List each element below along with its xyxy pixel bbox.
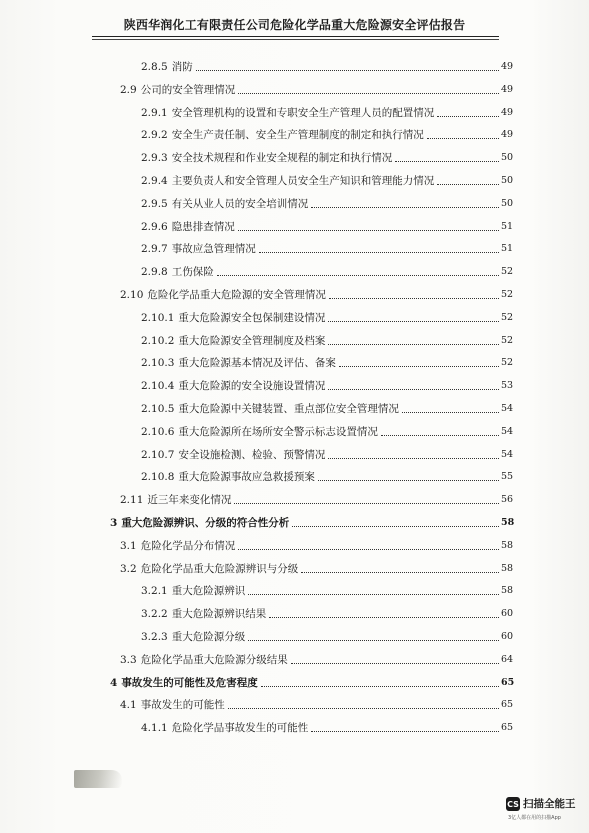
toc-page-number: 51: [501, 243, 514, 255]
toc-leader-dots: [234, 503, 499, 504]
toc-page-number: 58: [501, 517, 515, 528]
watermark-name: 扫描全能王: [523, 798, 576, 810]
toc-number: 4.1: [120, 699, 137, 712]
toc-leader-dots: [381, 435, 499, 436]
toc-title: 安全技术规程和作业安全规程的制定和执行情况: [171, 152, 393, 165]
toc-leader-dots: [318, 480, 499, 481]
toc-page-number: 58: [501, 562, 514, 574]
toc-page-number: 49: [501, 83, 514, 95]
toc-row: [120, 491, 514, 507]
toc-page-number: 52: [501, 334, 514, 346]
toc-title: 安全管理机构的设置和专职安全生产管理人员的配置情况: [171, 106, 435, 119]
toc-title: 安全设施检测、检验、预警情况: [178, 448, 326, 461]
toc-page-number: 65: [501, 676, 515, 688]
toc-page-number: 65: [501, 699, 514, 711]
toc-page-number: 65: [501, 722, 514, 734]
toc-number: 2.9: [120, 83, 137, 96]
toc-leader-dots: [311, 731, 499, 732]
toc-row: [120, 696, 514, 712]
toc-page-number: 53: [501, 380, 514, 392]
toc-title: 重大危险源所在场所安全警示标志设置情况: [178, 425, 378, 438]
toc-title: 重大危险源分级: [171, 631, 246, 643]
toc-leader-dots: [311, 207, 499, 208]
toc-row: [141, 172, 514, 188]
toc-row: [141, 126, 514, 142]
toc-number: 2.10.7: [141, 448, 175, 461]
toc-leader-dots: [339, 366, 499, 367]
toc-number: 3.3: [120, 653, 137, 666]
toc-row: [141, 377, 514, 393]
toc-page-number: 50: [501, 152, 514, 164]
toc-number: 2.9.8: [141, 266, 168, 279]
toc-page-number: 60: [501, 608, 514, 620]
toc-leader-dots: [196, 70, 499, 71]
page-header: 陕西华润化工有限责任公司危险化学品重大危险源安全评估报告: [123, 18, 466, 32]
toc-number: 3.2.3: [141, 631, 168, 643]
toc-row: [141, 309, 514, 325]
toc-title: 主要负责人和安全管理人员安全生产知识和管理能力情况: [171, 175, 435, 187]
toc-leader-dots: [328, 389, 499, 390]
toc-row: [120, 560, 514, 576]
toc-leader-dots: [238, 230, 499, 231]
toc-number: 2.8.5: [141, 61, 168, 73]
toc-leader-dots: [291, 663, 499, 664]
toc-row: [141, 446, 514, 462]
toc-row: [141, 468, 514, 484]
toc-page-number: 52: [501, 289, 514, 300]
toc-title: 安全生产责任制、安全生产管理制度的制定和执行情况: [171, 129, 424, 142]
toc-page-number: 54: [501, 448, 514, 460]
toc-page-number: 64: [501, 653, 514, 665]
toc-row: [120, 651, 514, 667]
toc-number: 4.1.1: [141, 722, 168, 735]
toc-leader-dots: [402, 412, 499, 413]
toc-number: 2.9.5: [141, 197, 168, 210]
toc-leader-dots: [328, 321, 499, 322]
toc-leader-dots: [427, 138, 499, 139]
toc-leader-dots: [228, 708, 499, 709]
toc-number: 2.10.8: [141, 471, 175, 484]
toc-page-number: 56: [501, 494, 514, 506]
toc-page-number: 58: [501, 585, 514, 597]
toc-page-number: 50: [501, 197, 514, 209]
toc-row: [110, 674, 515, 690]
scanner-watermark: [506, 796, 586, 824]
toc-page-number: 49: [501, 61, 514, 72]
toc-number: 2.10.4: [141, 380, 175, 393]
toc-page-number: 51: [501, 220, 514, 232]
watermark-tagline: 3亿人都在用的扫描App: [508, 815, 561, 821]
toc-leader-dots: [248, 594, 499, 595]
toc-leader-dots: [395, 161, 499, 162]
toc-page-number: 52: [501, 266, 514, 278]
toc-title: 事故发生的可能性及危害程度: [121, 676, 258, 689]
toc-number: 2.9.2: [141, 129, 168, 142]
toc-page-number: 54: [501, 403, 514, 414]
toc-number: 2.10.2: [141, 334, 175, 347]
toc-title: 危险化学品重大危险源的安全管理情况: [147, 289, 326, 301]
toc-title: 事故应急管理情况: [171, 243, 256, 256]
toc-number: 4: [110, 676, 118, 689]
toc-leader-dots: [437, 184, 499, 185]
toc-number: 2.9.4: [141, 175, 168, 187]
toc-title: 近三年来变化情况: [147, 494, 232, 507]
toc-row: [141, 582, 514, 598]
toc-title: 有关从业人员的安全培训情况: [171, 197, 309, 210]
toc-title: 事故发生的可能性: [140, 699, 225, 712]
toc-leader-dots: [238, 549, 499, 550]
toc-number: 3.2.2: [141, 608, 168, 621]
toc-leader-dots: [248, 640, 499, 641]
toc-title: 重大危险源安全管理制度及档案: [178, 334, 326, 347]
toc-title: 重大危险源辨识: [171, 585, 246, 598]
toc-leader-dots: [437, 116, 499, 117]
toc-page-number: 54: [501, 425, 514, 437]
toc-row: [141, 58, 514, 74]
toc-page-number: 50: [501, 175, 514, 186]
toc-page-number: 49: [501, 106, 514, 118]
toc-page-number: 58: [501, 539, 514, 551]
toc-title: 重大危险源辨识、分级的符合性分析: [121, 517, 290, 529]
toc-leader-dots: [261, 686, 499, 687]
toc-leader-dots: [328, 458, 499, 459]
toc-page-number: 52: [501, 357, 514, 369]
toc-row: [141, 104, 514, 120]
toc-row: [141, 423, 514, 439]
toc-leader-dots: [238, 93, 499, 94]
toc-row: [141, 332, 514, 348]
camscanner-logo-icon: CS: [506, 797, 520, 811]
toc-title: 重大危险源辨识结果: [171, 608, 267, 621]
toc-leader-dots: [328, 344, 499, 345]
toc-row: [141, 400, 514, 416]
toc-row: [141, 263, 514, 279]
toc-title: 隐患排查情况: [171, 220, 235, 233]
toc-row: [141, 218, 514, 234]
toc-number: 2.9.7: [141, 243, 168, 256]
toc-row: [141, 628, 514, 644]
toc-number: 2.10.6: [141, 425, 175, 438]
toc-page-number: 60: [501, 631, 514, 642]
toc-page-number: 49: [501, 129, 514, 141]
toc-title: 重大危险源安全包保制建设情况: [178, 311, 326, 324]
toc-page-number: 52: [501, 311, 514, 323]
toc-number: 2.10.5: [141, 403, 175, 415]
toc-leader-dots: [301, 572, 499, 573]
toc-title: 公司的安全管理情况: [140, 83, 236, 96]
toc-number: 2.9.1: [141, 106, 168, 119]
toc-title: 重大危险源基本情况及评估、备案: [178, 357, 336, 370]
toc-title: 重大危险源事故应急救援预案: [178, 471, 315, 484]
toc-page-number: 55: [501, 471, 514, 483]
toc-row: [141, 605, 514, 621]
toc-number: 3: [110, 517, 118, 529]
toc-row: [120, 81, 514, 97]
toc-leader-dots: [217, 275, 499, 276]
toc-title: 工伤保险: [171, 266, 214, 279]
toc-leader-dots: [329, 298, 499, 299]
toc-number: 2.11: [120, 494, 144, 507]
toc-title: 危险化学品分布情况: [140, 539, 236, 552]
toc-number: 2.10.3: [141, 357, 175, 370]
toc-number: 2.10: [120, 289, 144, 301]
toc-leader-dots: [269, 617, 499, 618]
toc-number: 2.10.1: [141, 311, 175, 324]
toc-row: [141, 354, 514, 370]
toc-number: 2.9.6: [141, 220, 168, 233]
toc-row: [141, 719, 514, 735]
toc-title: 消防: [171, 61, 193, 73]
toc-number: 2.9.3: [141, 152, 168, 165]
toc-row: [141, 240, 514, 256]
toc-number: 3.1: [120, 539, 137, 552]
toc-title: 重大危险源中关键装置、重点部位安全管理情况: [178, 403, 399, 415]
toc-title: 危险化学品事故发生的可能性: [171, 722, 309, 735]
scan-smudge: [74, 770, 122, 788]
toc-title: 危险化学品重大危险源辨识与分级: [140, 562, 299, 575]
toc-row: [141, 195, 514, 211]
toc-leader-dots: [292, 526, 499, 527]
toc-number: 3.2: [120, 562, 137, 575]
toc-row: [120, 286, 514, 302]
toc-row: [141, 149, 514, 165]
toc-title: 重大危险源的安全设施设置情况: [178, 380, 326, 393]
toc-leader-dots: [259, 252, 499, 253]
toc-row: [110, 514, 515, 530]
toc-row: [120, 537, 514, 553]
toc-title: 危险化学品重大危险源分级结果: [140, 653, 288, 666]
toc-number: 3.2.1: [141, 585, 168, 598]
